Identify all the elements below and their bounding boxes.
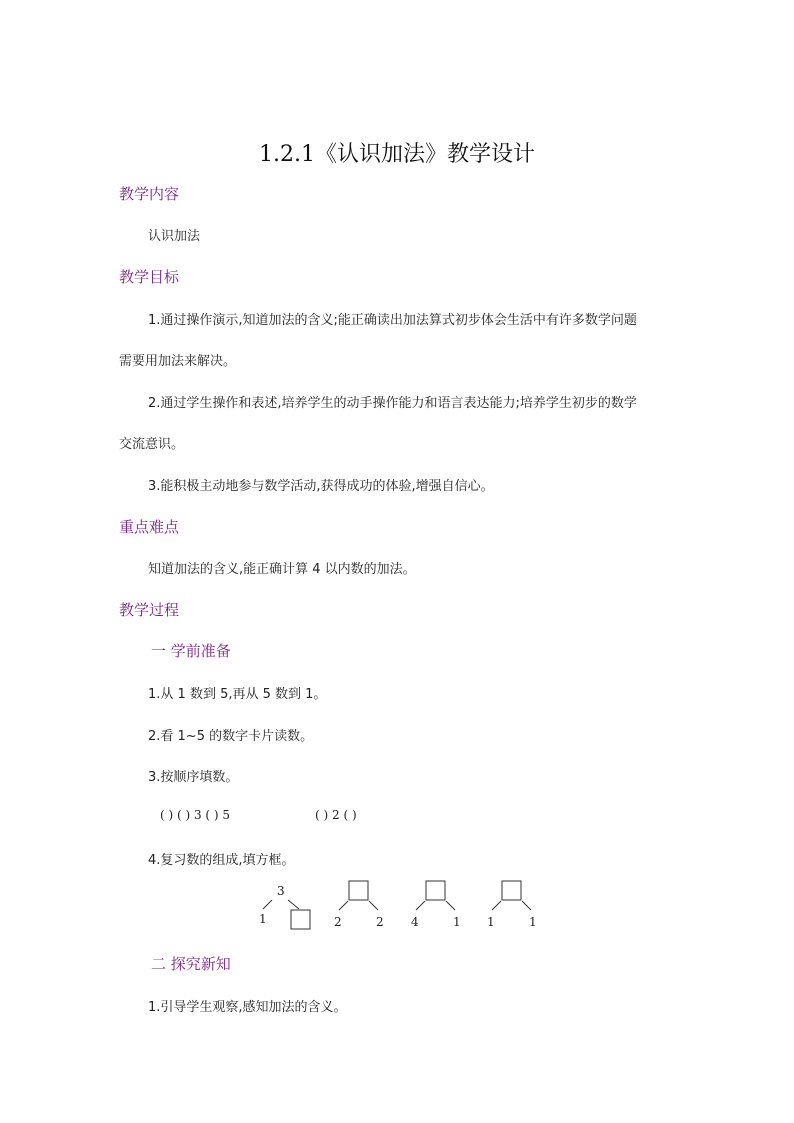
composition-trees <box>250 878 550 938</box>
tree-3-right: 1 <box>453 915 461 929</box>
goal-1-line-1: 1.通过操作演示,知道加法的含义;能正确读出加法算式初步体会生活中有许多数学问题 <box>148 313 637 328</box>
goal-2-line-2: 交流意识。 <box>119 437 185 452</box>
part2-item-1: 1.引导学生观察,感知加法的含义。 <box>148 1000 347 1015</box>
key-points-text: 知道加法的含义,能正确计算 4 以内数的加法。 <box>148 562 416 577</box>
goal-1-line-2: 需要用加法来解决。 <box>119 354 237 369</box>
tree-3-top-box[interactable] <box>426 881 445 900</box>
heading-goals: 教学目标 <box>119 268 180 286</box>
part1-item-2: 2.看 1~5 的数字卡片读数。 <box>148 729 314 744</box>
tree-2-right: 2 <box>376 915 384 929</box>
heading-part-1: 一 学前准备 <box>151 642 231 660</box>
goal-3: 3.能积极主动地参与数学活动,获得成功的体验,增强自信心。 <box>148 479 494 494</box>
tree-4-left: 1 <box>487 915 495 929</box>
content-text: 认识加法 <box>148 229 201 244</box>
tree-1-right-box[interactable] <box>291 910 310 929</box>
heading-content: 教学内容 <box>119 185 180 203</box>
part1-item-1: 1.从 1 数到 5,再从 5 数到 1。 <box>148 687 327 702</box>
tree-2-top-box[interactable] <box>349 881 368 900</box>
fill-sequence-1: ( ) ( ) 3 ( ) 5 <box>160 808 231 822</box>
part1-item-4: 4.复习数的组成,填方框。 <box>148 853 295 868</box>
page-title: 1.2.1《认识加法》教学设计 <box>259 142 535 167</box>
tree-2-left: 2 <box>334 915 342 929</box>
tree-3-left: 4 <box>411 915 419 929</box>
tree-4-right: 1 <box>529 915 537 929</box>
composition-tree-3 <box>411 881 461 929</box>
heading-process: 教学过程 <box>119 601 180 619</box>
fill-sequence-2: ( ) 2 ( ) <box>315 808 357 822</box>
tree-4-top-box[interactable] <box>502 881 521 900</box>
tree-1-left: 1 <box>259 912 267 926</box>
heading-part-2: 二 探究新知 <box>151 955 231 973</box>
part1-item-3: 3.按顺序填数。 <box>148 770 239 785</box>
heading-key-points: 重点难点 <box>119 518 180 536</box>
composition-tree-2 <box>334 881 384 929</box>
tree-1-top: 3 <box>277 884 285 898</box>
composition-tree-4 <box>487 881 537 929</box>
composition-tree-1 <box>259 884 310 929</box>
goal-2-line-1: 2.通过学生操作和表述,培养学生的动手操作能力和语言表达能力;培养学生初步的数学 <box>148 396 637 411</box>
